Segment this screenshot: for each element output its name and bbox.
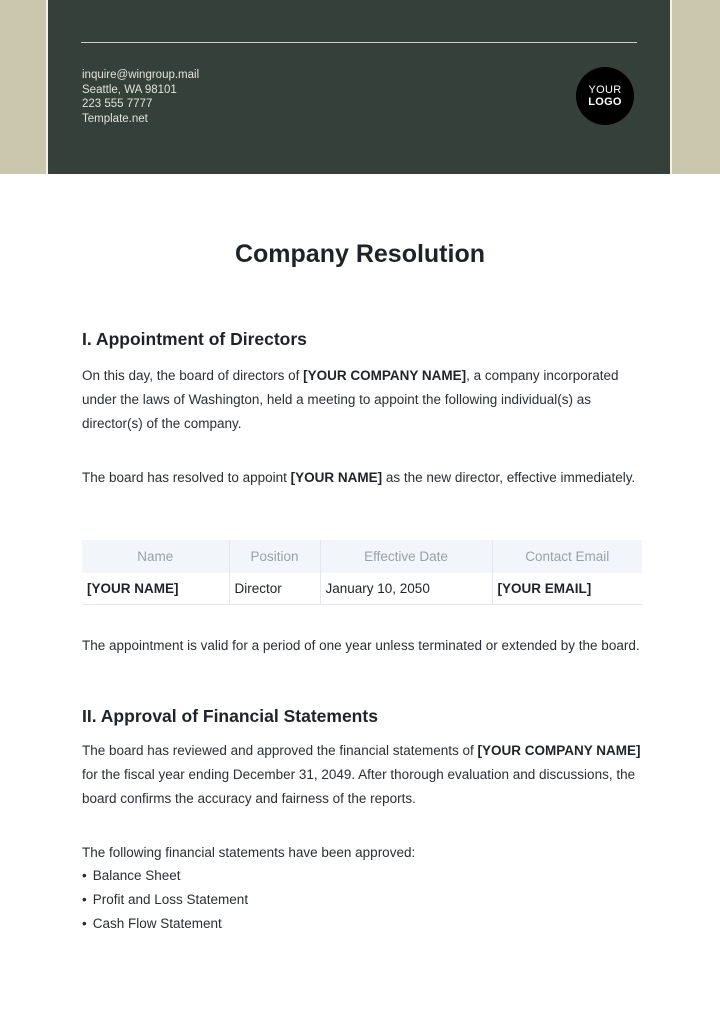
company-name-placeholder: [YOUR COMPANY NAME]	[477, 743, 641, 758]
contact-email: inquire@wingroup.mail	[82, 69, 200, 81]
header-divider	[81, 42, 637, 43]
document-title: Company Resolution	[234, 240, 485, 268]
text-run: The board has resolved to appoint	[82, 470, 291, 485]
logo-line-1: YOUR	[588, 84, 622, 96]
financial-review-paragraph	[82, 739, 642, 811]
table-row	[82, 573, 642, 605]
column-header-effective-date: Effective Date	[320, 540, 492, 573]
cell-contact-email: [YOUR EMAIL]	[492, 573, 642, 605]
column-header-contact-email: Contact Email	[492, 540, 642, 573]
section-heading-financial-statements: II. Approval of Financial Statements	[82, 706, 378, 726]
section-heading-appointment: I. Appointment of Directors	[82, 329, 307, 349]
financial-list-intro: The following financial statements have been approved:	[82, 845, 416, 860]
cell-name: [YOUR NAME]	[82, 573, 229, 605]
name-placeholder: [YOUR NAME]	[290, 470, 383, 485]
cell-position: Director	[229, 573, 320, 605]
contact-address: Seattle, WA 98101	[82, 83, 177, 96]
text-run: The board has reviewed and approved the financial statements of	[82, 743, 478, 758]
logo-line-2: LOGO	[588, 96, 622, 108]
directors-table	[82, 540, 642, 605]
text-run: for the fiscal year ending December 31, 2049. After thorough evaluation and discussions, the board confirms the accuracy and fairness of the reports.	[82, 767, 636, 806]
text-run: , a company incorporated under the laws of Washington, held a meeting to appoint the following individual(s) as director(s) of the company.	[82, 368, 619, 431]
appointment-validity-paragraph: The appointment is valid for a period of one year unless terminated or extended by the board.	[82, 638, 640, 653]
contact-info	[82, 68, 199, 126]
contact-website: Template.net	[82, 112, 148, 125]
table-header-row	[82, 540, 642, 573]
header-panel	[48, 0, 670, 174]
approved-statements-list	[82, 864, 248, 936]
list-item: • Balance Sheet	[82, 864, 248, 888]
company-name-placeholder: [YOUR COMPANY NAME]	[303, 368, 467, 383]
column-header-name: Name	[82, 540, 229, 573]
list-item: • Profit and Loss Statement	[82, 888, 248, 912]
cell-effective-date: January 10, 2050	[320, 573, 492, 605]
list-item: • Cash Flow Statement	[82, 912, 248, 936]
company-logo	[576, 67, 634, 125]
contact-phone: 223 555 7777	[82, 98, 153, 110]
text-run: as the new director, effective immediately.	[382, 470, 636, 485]
appointment-intro-paragraph	[82, 364, 642, 436]
text-run: On this day, the board of directors of	[82, 368, 304, 383]
appointment-resolution-paragraph	[82, 466, 642, 490]
column-header-position: Position	[229, 540, 320, 573]
